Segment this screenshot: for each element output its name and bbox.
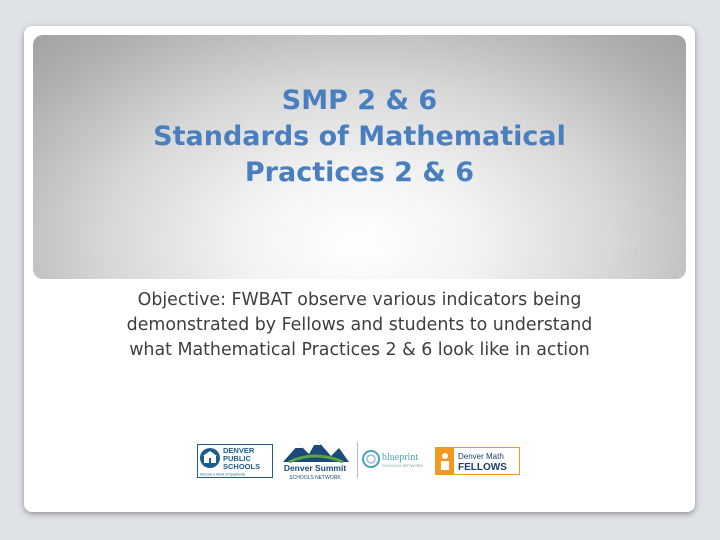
dps-line1: DENVER: [223, 446, 255, 455]
title-line-3: Practices 2 & 6: [244, 157, 475, 188]
title-line-1: SMP 2 & 6: [281, 85, 438, 116]
logo-strip: [197, 434, 527, 482]
blueprint-line2: SCHOOLS NETWORK: [382, 463, 424, 468]
dsn-line1: Denver Summit: [283, 463, 347, 473]
slide-title: [33, 83, 686, 191]
dps-tagline: Discover a World of Opportunity: [200, 472, 246, 477]
dmf-line1: Denver Math: [458, 452, 504, 461]
blueprint-logo: [362, 446, 432, 472]
title-line-2: Standards of Mathematical: [153, 121, 566, 152]
dsn-line2: SCHOOLS NETWORK: [289, 475, 341, 481]
objective-line-2: demonstrated by Fellows and students to understand: [126, 315, 593, 335]
logo-divider: [357, 442, 358, 478]
objective-line-3: what Mathematical Practices 2 & 6 look like in action: [129, 340, 590, 360]
dmf-line2: FELLOWS: [458, 462, 507, 473]
dps-line3: SCHOOLS: [223, 462, 261, 471]
objective-text: [84, 288, 635, 363]
denver-public-schools-logo: [197, 444, 273, 478]
denver-summit-logo: [279, 436, 351, 482]
objective-line-1: Objective: FWBAT observe various indicators being: [137, 290, 582, 310]
denver-math-fellows-logo: [435, 447, 520, 475]
slide: [24, 26, 695, 512]
title-panel: [33, 35, 686, 279]
blueprint-line1: blueprint: [382, 452, 419, 463]
dps-line2: PUBLIC: [223, 454, 251, 463]
